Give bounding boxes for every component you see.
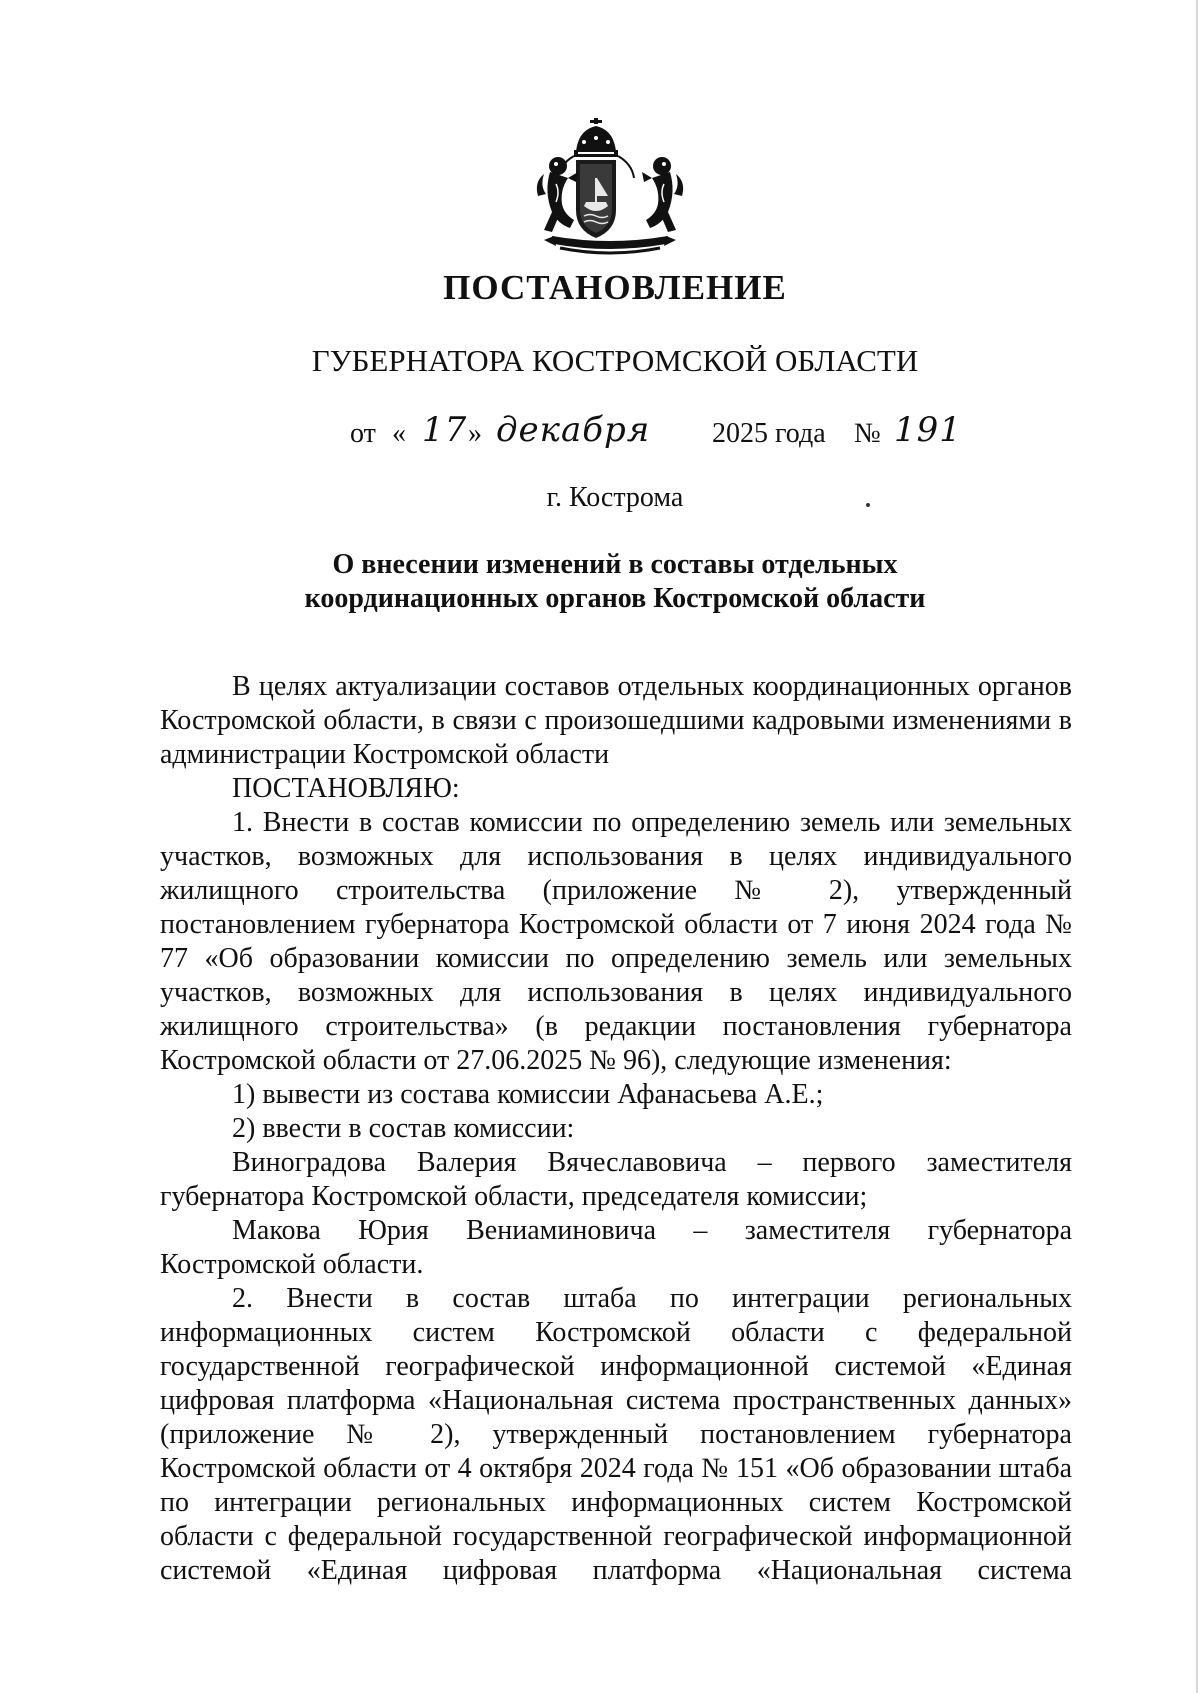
date-close-quote: » — [468, 418, 482, 449]
heading-line: координационных органов Костромской области — [304, 583, 926, 614]
place-of-issue: г. Кострома — [546, 482, 684, 513]
date-month-handwritten: декабря — [496, 410, 651, 450]
body-paragraph-item-1: 1. Внести в состав комиссии по определению земель или земельных участков, возможных для использования в целях индивидуального жилищного строительства (приложение № 2), утвержденный постановлением губернатора Костромской области от 7 июня 2024 года № 77 «Об образовании комиссии по определению земель или земельных участков, возможных для использования в целях индивидуального жилищного строительства» (в редакции постановления губернатора Костромской области от 27.06.2025 № 96), следующие изменения: — [160, 807, 1072, 1076]
body-paragraph-item-1-1: 1) вывести из состава комиссии Афанасьева А.Е.; — [232, 1079, 824, 1110]
date-day-handwritten: 17 — [422, 410, 468, 450]
date-open-quote: « — [392, 418, 406, 449]
body-paragraph-item-1-2: 2) ввести в состав комиссии: — [232, 1113, 575, 1144]
document-number-handwritten: 191 — [894, 410, 962, 450]
document-body — [160, 670, 1072, 1588]
date-year: 2025 года — [712, 418, 826, 449]
body-paragraph-preamble: В целях актуализации составов отдельных координационных органов Костромской области, в связи с произошедшими кадровыми изменениями в администрации Костромской области — [160, 671, 1072, 770]
scan-edge-line — [1196, 0, 1198, 1693]
heading-line: О внесении изменений в составы отдельных — [332, 549, 898, 580]
coat-of-arms-emblem — [530, 112, 690, 262]
date-prefix: от — [350, 418, 376, 449]
body-paragraph-member-2: Макова Юрия Вениаминовича – заместителя губернатора Костромской области. — [160, 1215, 1072, 1280]
body-paragraph-item-2: 2. Внести в состав штаба по интеграции региональных информационных систем Костромской области с федеральной государственной географической информационной системой «Единая цифровая платформа «Национальная система пространственных данных» (приложение № 2), утвержденный постановлением губернатора Костромской области от 4 октября 2024 года № 151 «Об образовании штаба по интеграции региональных информационных систем Костромской области с федеральной государственной географической информационной системой «Единая цифровая платформа «Национальная система — [160, 1283, 1072, 1586]
date-number-line — [350, 410, 990, 462]
issuing-authority: ГУБЕРНАТОРА КОСТРОМСКОЙ ОБЛАСТИ — [311, 343, 919, 378]
number-sign: № — [854, 418, 881, 449]
scan-speck — [866, 503, 870, 507]
document-type-title: ПОСТАНОВЛЕНИЕ — [443, 268, 787, 307]
document-heading — [0, 548, 1200, 616]
body-paragraph-member-1: Виноградова Валерия Вячеславовича – первого заместителя губернатора Костромской области, председателя комиссии; — [160, 1147, 1072, 1212]
body-paragraph-decree: ПОСТАНОВЛЯЮ: — [232, 773, 460, 804]
kostroma-coat-of-arms-icon — [530, 112, 690, 262]
